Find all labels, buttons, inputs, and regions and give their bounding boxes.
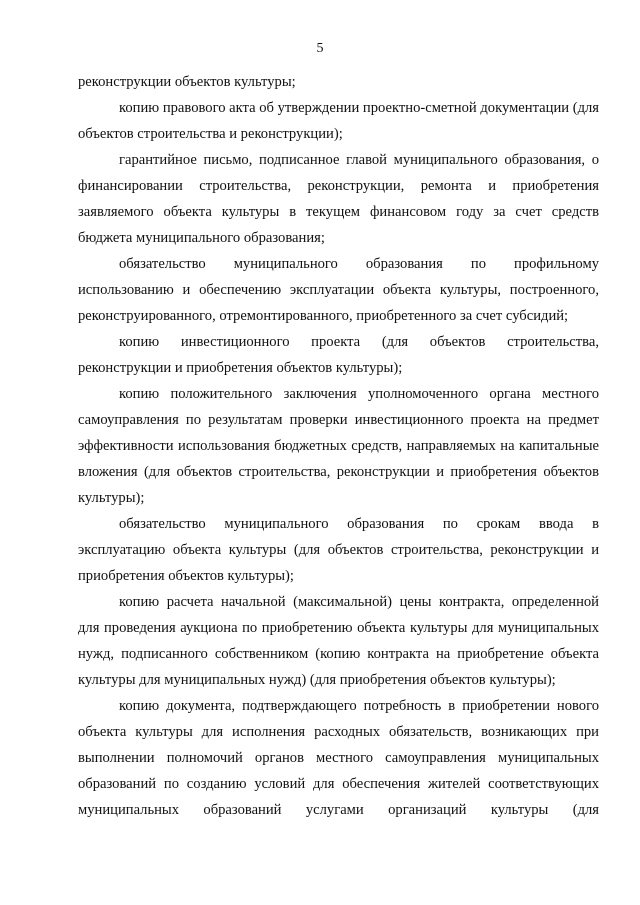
paragraph-need-document: копию документа, подтверждающего потребность в приобретении нового объекта культуры для исполнения расходных обязательств, возникающих при выполнении полномочий органов местного самоуправления муниципальных образований по созданию условий для обеспечения жителей соответствующих муниципальных образований услугами организаций культуры (для xyxy=(78,698,599,818)
paragraph-price-calculation: копию расчета начальной (максимальной) цены контракта, определенной для проведения аукциона по приобретению объекта культуры для муниципальных нужд, подписанного собственником (копию контракта на приобретение объекта культуры для муниципальных нужд) (для приобретения объектов культуры); xyxy=(78,594,599,688)
paragraph-positive-conclusion: копию положительного заключения уполномоченного органа местного самоуправления по результатам проверки инвестиционного проекта на предмет эффективности использования бюджетных средств, направляемых на капитальные вложения (для объектов строительства, реконструкции и приобретения объектов культуры); xyxy=(78,386,599,506)
document-body xyxy=(78,69,599,823)
paragraph-usage-obligation: обязательство муниципального образования по профильному использованию и обеспечению эксплуатации объекта культуры, построенного, реконструированного, отремонтированного, приобретенного за счет субсидий; xyxy=(78,256,599,324)
paragraph-investment-project: копию инвестиционного проекта (для объектов строительства, реконструкции и приобретения объектов культуры); xyxy=(78,334,599,376)
paragraph-commissioning-obligation: обязательство муниципального образования по срокам ввода в эксплуатацию объекта культуры (для объектов строительства, реконструкции и приобретения объектов культуры); xyxy=(78,516,599,584)
page-number: 5 xyxy=(316,41,324,56)
paragraph-guarantee-letter: гарантийное письмо, подписанное главой муниципального образования, о финансировании строительства, реконструкции, ремонта и приобретения заявляемого объекта культуры в текущем финансовом году за счет средств бюджета муниципального образования; xyxy=(78,152,599,246)
paragraph-project-act: копию правового акта об утверждении проектно-сметной документации (для объектов строительства и реконструкции); xyxy=(78,100,599,142)
paragraph-continuation: реконструкции объектов культуры; xyxy=(78,74,296,90)
